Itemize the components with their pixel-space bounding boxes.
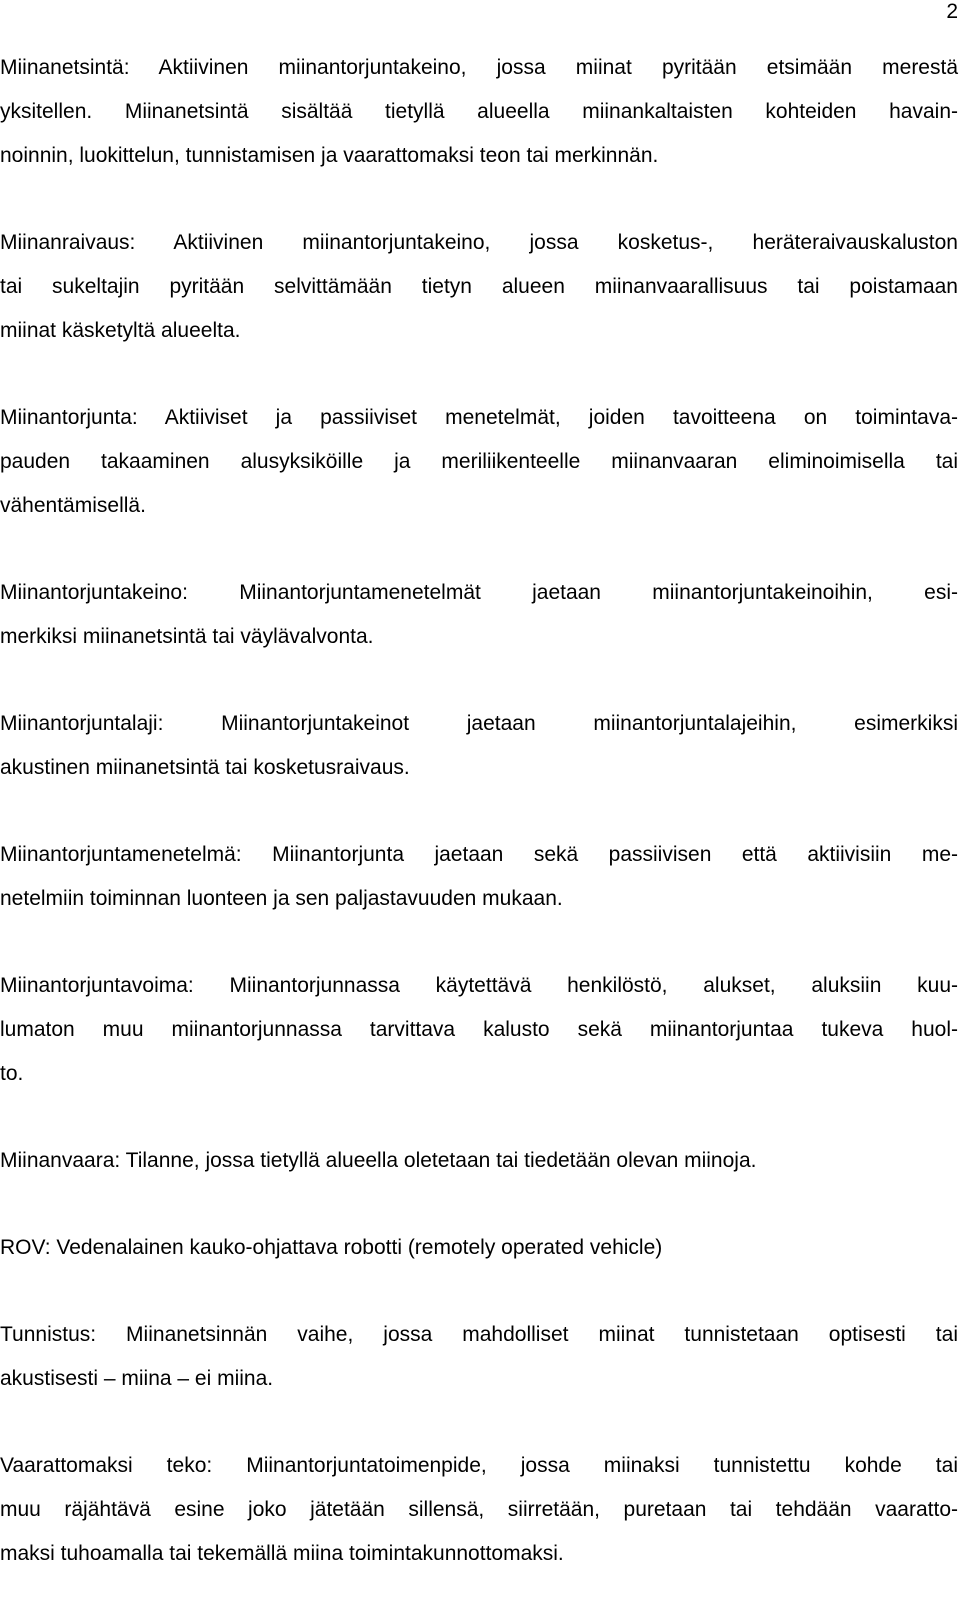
definition-miinantorjuntakeino xyxy=(0,571,958,659)
text-line: Miinantorjuntavoima: Miinantorjunnassa käytettävä henkilöstö, alukset, aluksiin kuu- xyxy=(0,974,958,997)
text-line: netelmiin toiminnan luonteen ja sen paljastavuuden mukaan. xyxy=(0,887,563,910)
definition-miinantorjuntavoima xyxy=(0,964,958,1096)
definition-miinantorjuntamenetelma xyxy=(0,833,958,921)
text-line: maksi tuhoamalla tai tekemällä miina toimintakunnottomaksi. xyxy=(0,1542,564,1565)
text-line: vähentämisellä. xyxy=(0,494,146,517)
definition-list xyxy=(0,46,958,1619)
text-line: miinat käsketyltä alueelta. xyxy=(0,319,241,342)
page-number: 2 xyxy=(946,0,958,23)
text-line: Miinantorjuntakeino: Miinantorjuntamenetelmät jaetaan miinantorjuntakeinoihin, esi- xyxy=(0,581,958,604)
text-line: ROV: Vedenalainen kauko-ohjattava robotti (remotely operated vehicle) xyxy=(0,1236,663,1259)
text-line: Miinantorjuntamenetelmä: Miinantorjunta jaetaan sekä passiivisen että aktiivisiin me- xyxy=(0,843,958,866)
text-line: akustinen miinanetsintä tai kosketusraivaus. xyxy=(0,756,410,779)
text-line: pauden takaaminen alusyksiköille ja meriliikenteelle miinanvaaran eliminoimisella tai xyxy=(0,450,958,473)
text-line: yksitellen. Miinanetsintä sisältää tietyllä alueella miinankaltaisten kohteiden havain- xyxy=(0,100,958,123)
text-line: Miinanetsintä: Aktiivinen miinantorjuntakeino, jossa miinat pyritään etsimään merestä xyxy=(0,56,958,79)
definition-miinanvaara xyxy=(0,1139,958,1183)
text-line: lumaton muu miinantorjunnassa tarvittava kalusto sekä miinantorjuntaa tukeva huol- xyxy=(0,1018,958,1041)
text-line: tai sukeltajin pyritään selvittämään tietyn alueen miinanvaarallisuus tai poistamaan xyxy=(0,275,958,298)
text-line: Miinanvaara: Tilanne, jossa tietyllä alueella oletetaan tai tiedetään olevan miinoja. xyxy=(0,1149,757,1172)
definition-miinantorjunta xyxy=(0,396,958,528)
text-line: muu räjähtävä esine joko jätetään sillensä, siirretään, puretaan tai tehdään vaaratto- xyxy=(0,1498,958,1521)
text-line: to. xyxy=(0,1062,24,1085)
definition-miinanetsinta xyxy=(0,46,958,178)
text-line: merkiksi miinanetsintä tai väylävalvonta. xyxy=(0,625,374,648)
text-line: Vaarattomaksi teko: Miinantorjuntatoimenpide, jossa miinaksi tunnistettu kohde tai xyxy=(0,1454,958,1477)
definition-tunnistus xyxy=(0,1313,958,1401)
text-line: Miinantorjuntalaji: Miinantorjuntakeinot jaetaan miinantorjuntalajeihin, esimerkiksi xyxy=(0,712,958,735)
definition-rov xyxy=(0,1226,958,1270)
definition-miinanraivaus xyxy=(0,221,958,353)
text-line: Tunnistus: Miinanetsinnän vaihe, jossa mahdolliset miinat tunnistetaan optisesti tai xyxy=(0,1323,958,1346)
text-line: noinnin, luokittelun, tunnistamisen ja vaarattomaksi teon tai merkinnän. xyxy=(0,144,659,167)
definition-miinantorjuntalaji xyxy=(0,702,958,790)
text-line: Miinantorjunta: Aktiiviset ja passiiviset menetelmät, joiden tavoitteena on toimintava- xyxy=(0,406,958,429)
definition-vaarattomaksi-teko xyxy=(0,1444,958,1576)
text-line: Miinanraivaus: Aktiivinen miinantorjuntakeino, jossa kosketus-, heräteraivauskaluston xyxy=(0,231,958,254)
text-line: akustisesti – miina – ei miina. xyxy=(0,1367,274,1390)
